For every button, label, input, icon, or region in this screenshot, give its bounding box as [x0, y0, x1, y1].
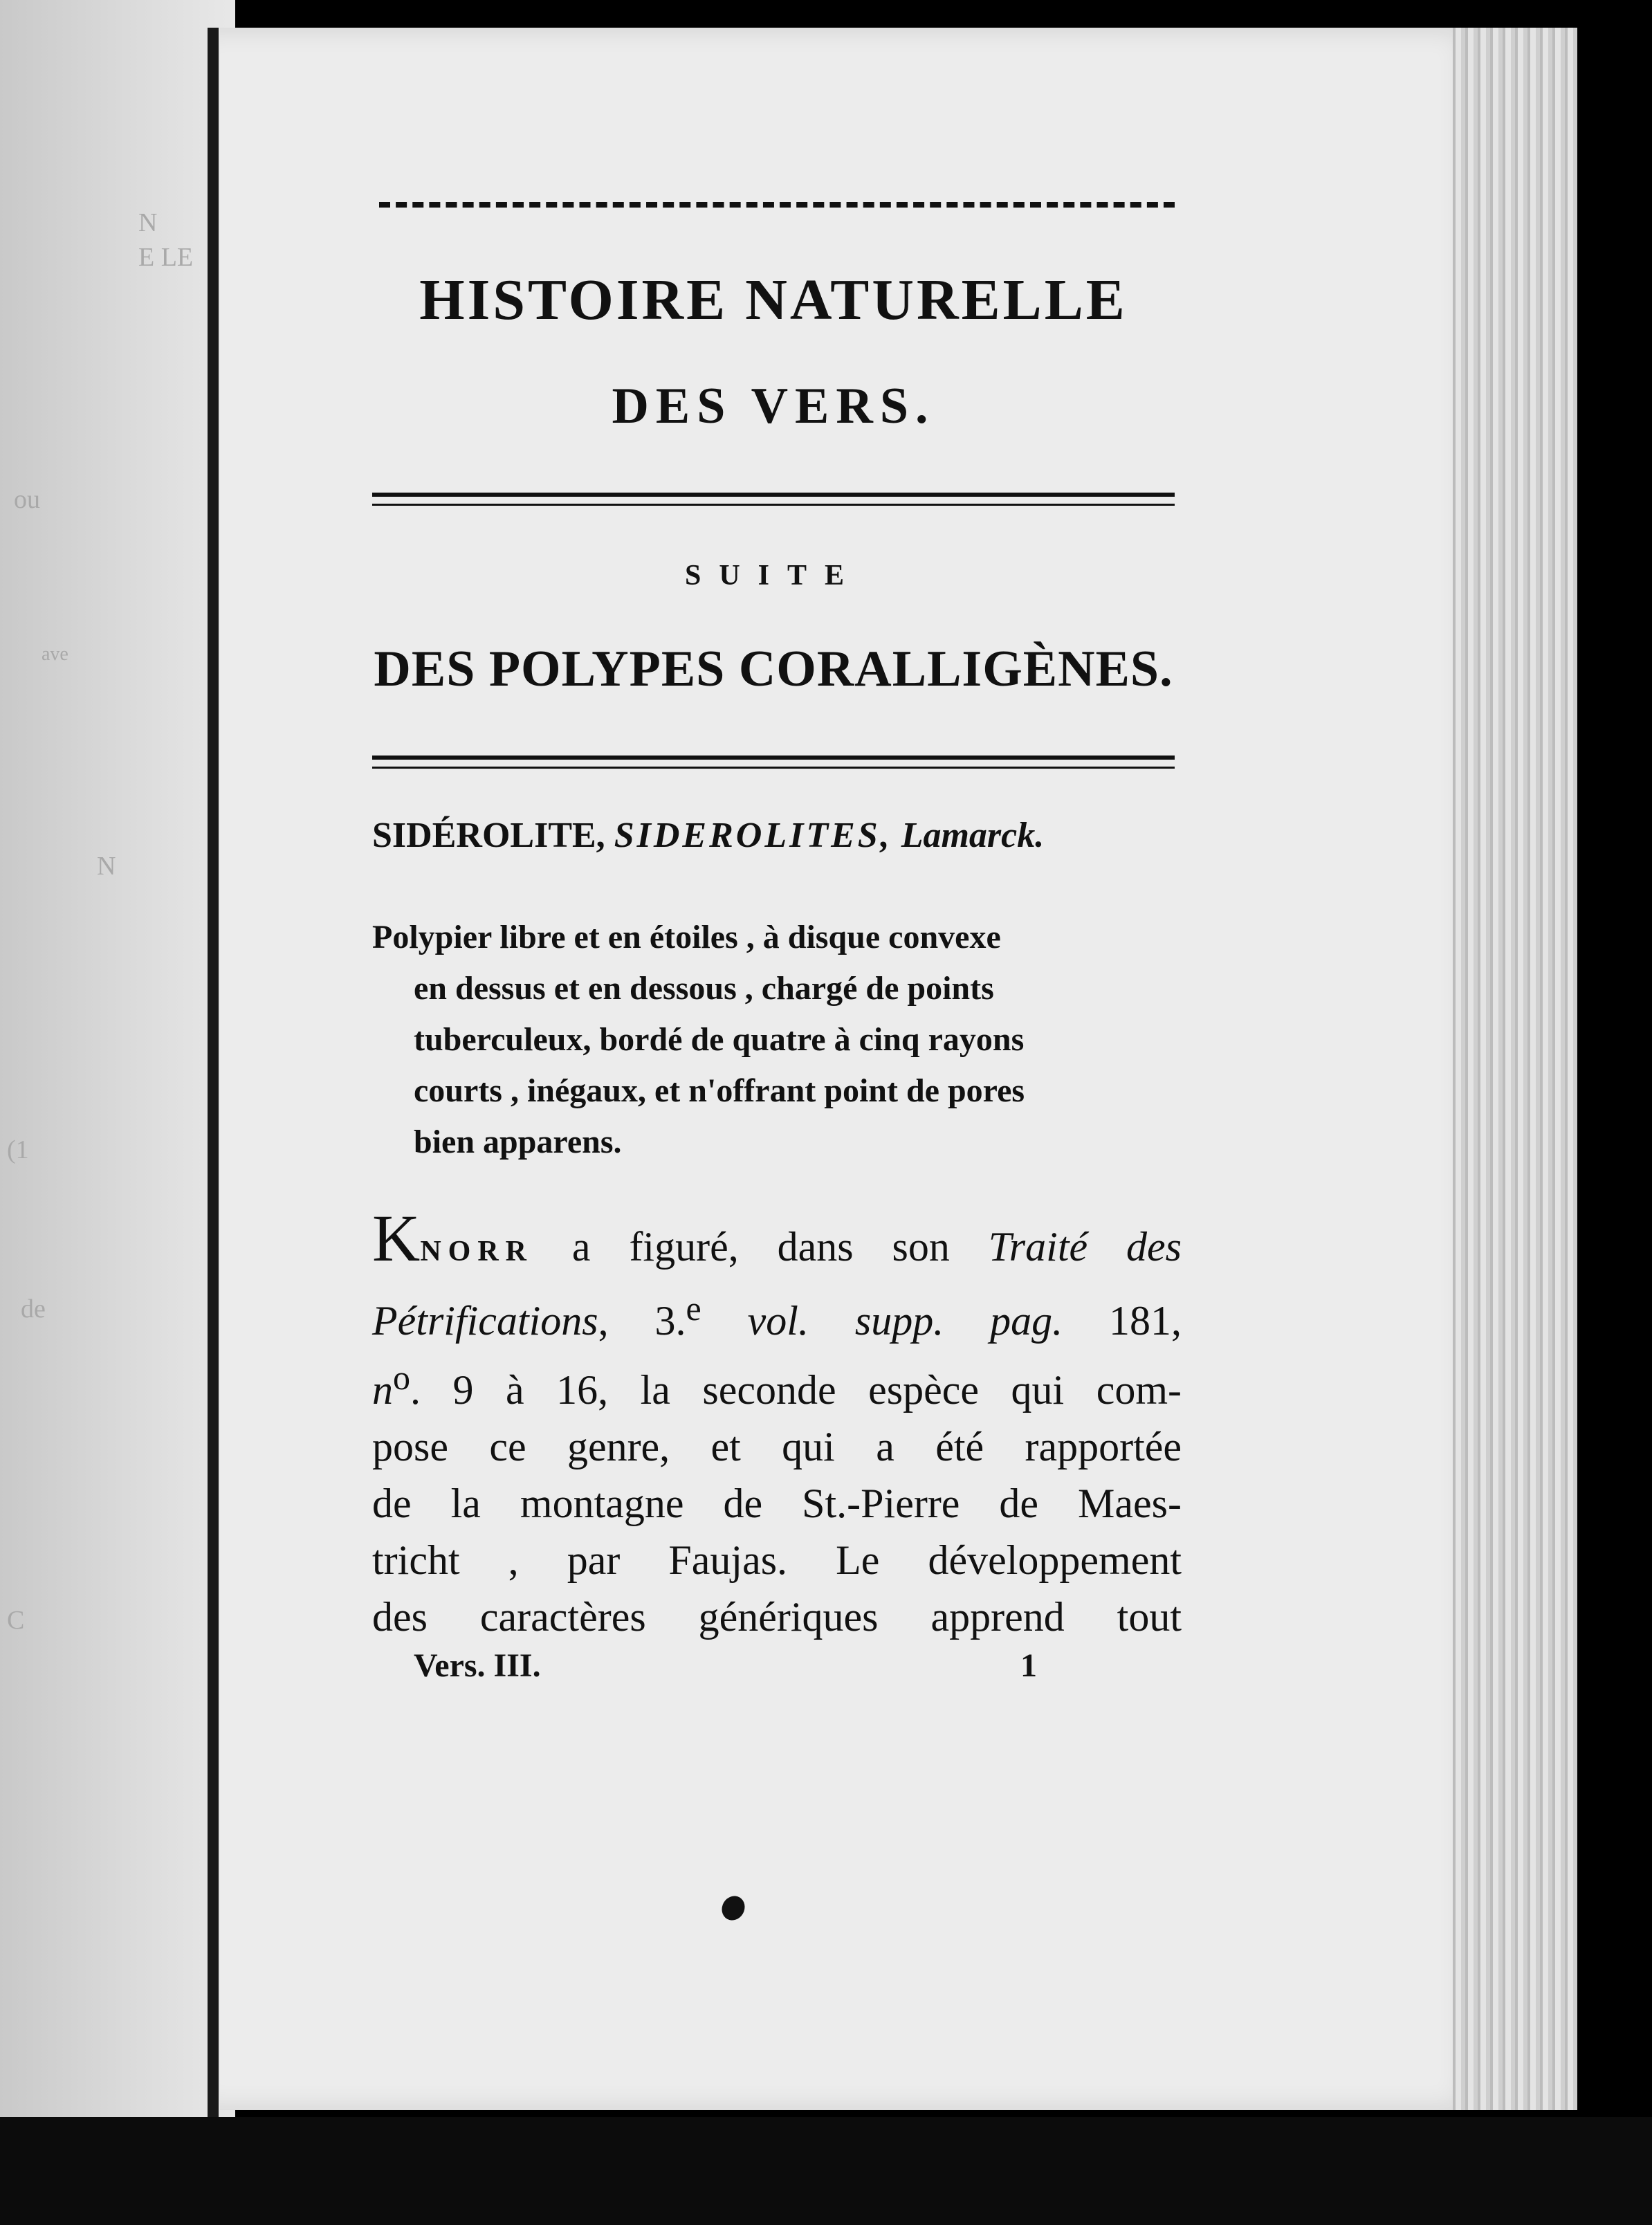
superscript: e — [686, 1289, 701, 1328]
page-edge — [1453, 28, 1577, 2110]
body-italic: Traité des — [988, 1224, 1182, 1270]
body-italic: Pétrifications — [372, 1298, 598, 1344]
body-line — [372, 1201, 1182, 1280]
left-page-fragment: E LE — [138, 243, 194, 272]
page-title: HISTOIRE NATURELLE — [419, 268, 1128, 332]
left-page-fragment: de — [21, 1294, 46, 1324]
scan-border — [1577, 0, 1652, 2225]
small-caps-name: NORR — [420, 1236, 533, 1267]
body-italic: n — [372, 1367, 393, 1413]
genus-diagnosis — [372, 912, 1175, 1168]
section-title: DES POLYPES CORALLIGÈNES. — [374, 641, 1173, 697]
title-rule — [372, 493, 1175, 506]
left-facing-page — [0, 0, 235, 2225]
signature-number: 1 — [1020, 1647, 1037, 1684]
page-gutter — [208, 28, 219, 2117]
genus-heading — [372, 815, 1175, 856]
diagnosis-line: courts , inégaux, et n'offrant point de pores — [414, 1072, 1025, 1109]
diagnosis-line: tuberculeux, bordé de quatre à cinq rayons — [414, 1021, 1025, 1058]
body-line — [372, 1349, 1182, 1418]
left-page-fragment: ou — [14, 485, 40, 514]
page-title-line2: DES VERS. — [612, 378, 935, 434]
section-suite: SUITE — [684, 560, 863, 592]
body-italic: vol. supp. pag. — [747, 1298, 1063, 1344]
genus-author: Lamarck. — [901, 816, 1045, 855]
body-paragraph — [372, 1201, 1182, 1645]
left-page-fragment: (1 — [7, 1135, 29, 1164]
body-line: des caractères génériques apprend tout — [372, 1594, 1182, 1640]
body-text: a figuré, dans son — [571, 1224, 950, 1270]
body-text: , 3. — [598, 1298, 686, 1344]
body-text: . 9 à 16, la seconde espèce qui com- — [410, 1367, 1182, 1413]
left-page-fragment: C — [7, 1606, 25, 1635]
signature-mark: Vers. III. — [414, 1647, 541, 1684]
left-page-fragment: N — [97, 852, 116, 881]
top-ornament-rule — [379, 202, 1175, 208]
section-rule — [372, 756, 1175, 769]
body-text: 181, — [1109, 1298, 1182, 1344]
genus-name: SIDÉROLITE, — [372, 816, 605, 855]
drop-cap: K — [372, 1201, 421, 1275]
left-page-fragment: ave — [42, 643, 68, 665]
diagnosis-line: en dessus et en dessous , chargé de points — [414, 970, 994, 1007]
body-line: pose ce genre, et qui a été rapportée — [372, 1424, 1182, 1469]
genus-latin: SIDEROLITES, — [614, 816, 892, 855]
superscript: o — [393, 1358, 410, 1397]
body-line: tricht , par Faujas. Le développement — [372, 1537, 1182, 1583]
body-line — [372, 1280, 1182, 1349]
diagnosis-line: Polypier libre et en étoiles , à disque convexe — [372, 919, 1001, 955]
scan-border-bottom — [0, 2117, 1652, 2225]
body-line: de la montagne de St.-Pierre de Maes- — [372, 1481, 1182, 1526]
diagnosis-line: bien apparens. — [414, 1124, 622, 1160]
left-page-fragment: N — [138, 208, 158, 237]
